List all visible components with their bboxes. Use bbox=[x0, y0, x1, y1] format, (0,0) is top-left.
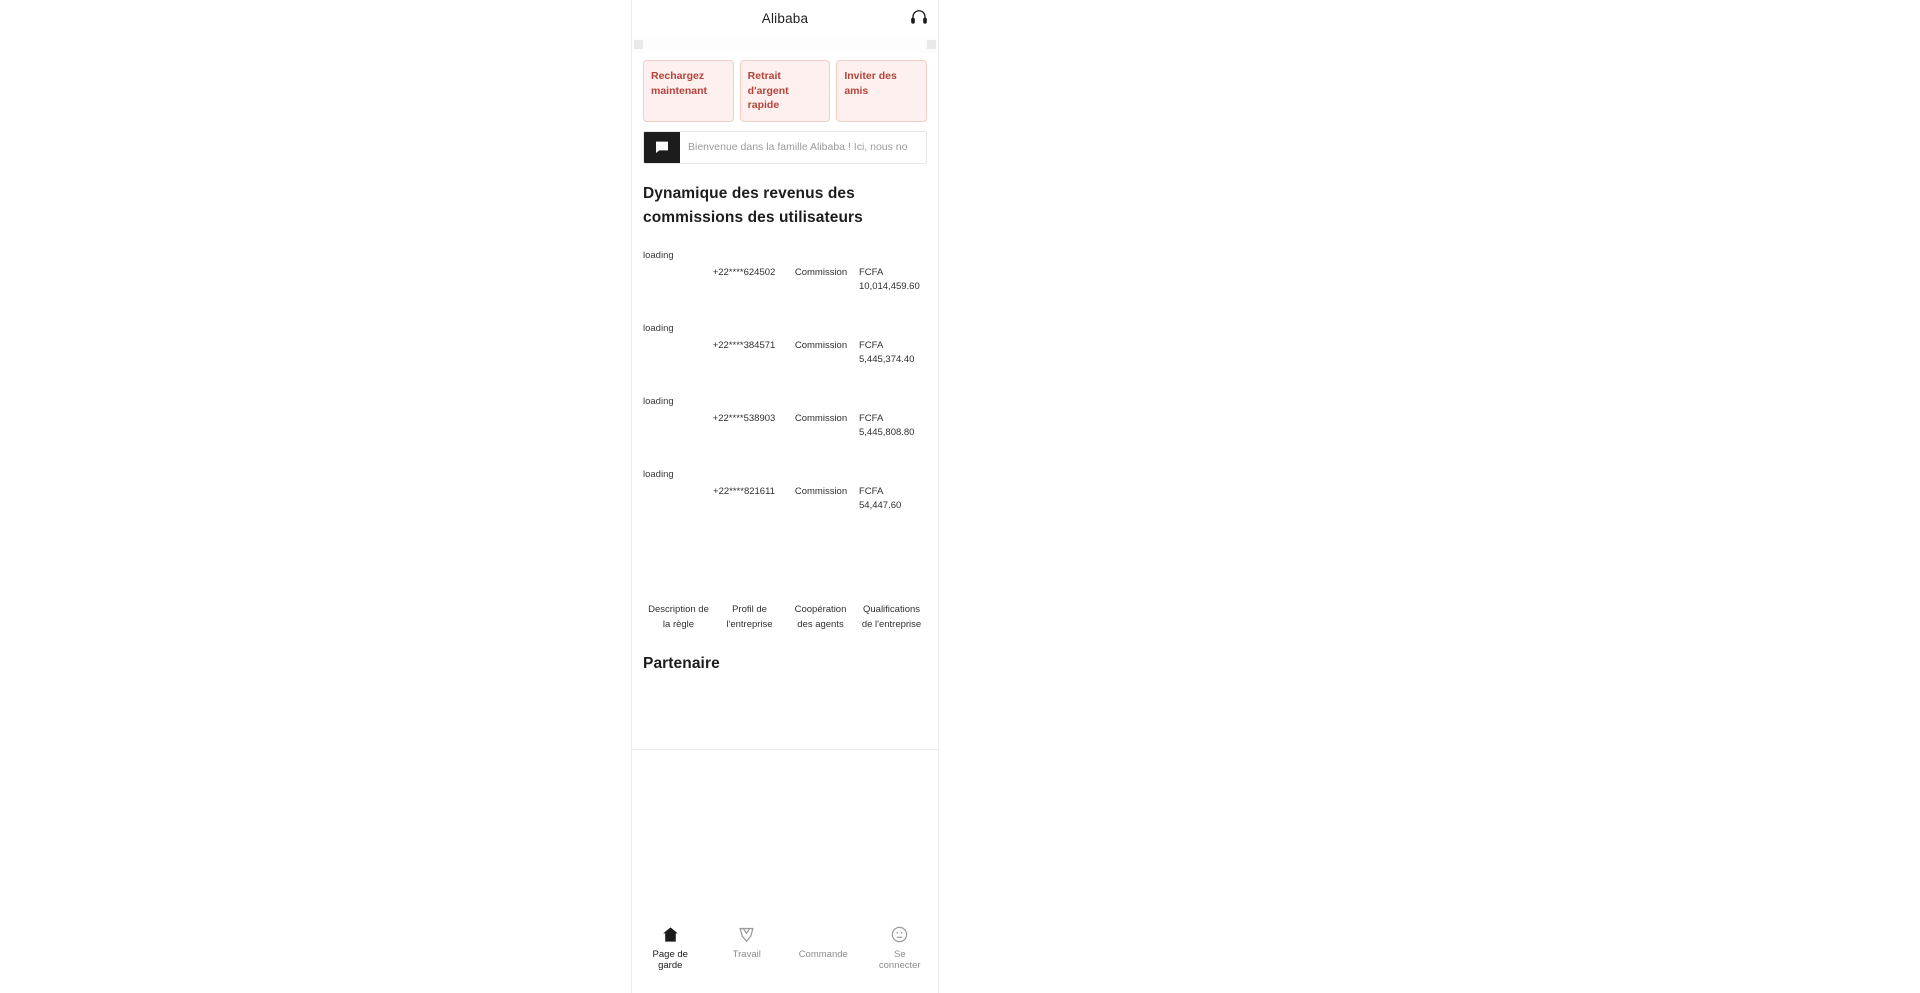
nav-label-home: Page de garde bbox=[652, 949, 688, 971]
info-tabs bbox=[632, 602, 938, 632]
notice-bar[interactable] bbox=[643, 131, 927, 164]
row-type: Commission bbox=[794, 485, 848, 497]
tab-rule-description[interactable]: Description de la règle bbox=[648, 603, 709, 630]
nav-item-order[interactable] bbox=[785, 924, 862, 971]
order-icon bbox=[813, 924, 833, 944]
nav-item-login[interactable] bbox=[862, 924, 939, 971]
promo-banner bbox=[632, 37, 938, 53]
nav-label-login: Se connecter bbox=[878, 949, 921, 971]
headset-icon[interactable] bbox=[908, 7, 930, 29]
mobile-viewport bbox=[631, 0, 939, 993]
banner-corner-right-icon bbox=[927, 40, 936, 49]
loading-label: loading bbox=[643, 395, 674, 407]
nav-label-work: Travail bbox=[732, 949, 761, 960]
bottom-nav bbox=[632, 749, 938, 993]
tab-company-profile[interactable]: Profil de l'entreprise bbox=[726, 603, 773, 630]
loading-label: loading bbox=[643, 468, 674, 480]
list-item bbox=[643, 317, 927, 390]
banner-corner-left-icon bbox=[634, 40, 643, 49]
shield-icon bbox=[737, 924, 757, 944]
message-icon bbox=[644, 132, 680, 163]
row-type: Commission bbox=[794, 339, 848, 351]
list-item bbox=[643, 244, 927, 317]
row-amount: FCFA 5,445,374.40 bbox=[859, 339, 915, 365]
notice-text: Bienvenue dans la famille Alibaba ! Ici, nous no bbox=[688, 141, 908, 153]
loading-label: loading bbox=[643, 249, 674, 261]
home-icon bbox=[660, 924, 680, 944]
row-phone: +22****384571 bbox=[712, 339, 776, 351]
tab-agent-cooperation[interactable]: Coopération des agents bbox=[794, 603, 847, 630]
list-item bbox=[643, 463, 927, 536]
recharge-button[interactable]: Rechargez maintenant bbox=[643, 60, 734, 122]
row-amount: FCFA 5,445,808.80 bbox=[859, 412, 915, 438]
row-amount: FCFA 54,447.60 bbox=[859, 485, 902, 511]
row-amount: FCFA 10,014,459.60 bbox=[859, 266, 920, 292]
revenue-list bbox=[632, 234, 938, 536]
row-type: Commission bbox=[794, 266, 848, 278]
quick-actions bbox=[632, 53, 938, 122]
row-phone: +22****821611 bbox=[713, 485, 775, 497]
nav-label-order: Commande bbox=[798, 949, 848, 960]
row-type: Commission bbox=[794, 412, 848, 424]
row-phone: +22****538903 bbox=[712, 412, 776, 424]
user-icon bbox=[890, 924, 910, 944]
nav-item-work[interactable] bbox=[709, 924, 786, 971]
invite-friends-button[interactable]: Inviter des amis bbox=[836, 60, 927, 122]
row-phone: +22****624502 bbox=[712, 266, 776, 278]
revenue-section-title: Dynamique des revenus des commissions des utilisateurs bbox=[643, 184, 863, 226]
partner-section-title: Partenaire bbox=[643, 654, 720, 672]
withdraw-button[interactable]: Retrait d'argent rapide bbox=[740, 60, 831, 122]
list-item bbox=[643, 390, 927, 463]
app-header bbox=[632, 0, 938, 37]
page-title: Alibaba bbox=[761, 11, 809, 26]
tab-company-qualifications[interactable]: Qualifications de l'entreprise bbox=[861, 603, 922, 630]
nav-item-home[interactable] bbox=[632, 924, 709, 971]
loading-label: loading bbox=[643, 322, 674, 334]
